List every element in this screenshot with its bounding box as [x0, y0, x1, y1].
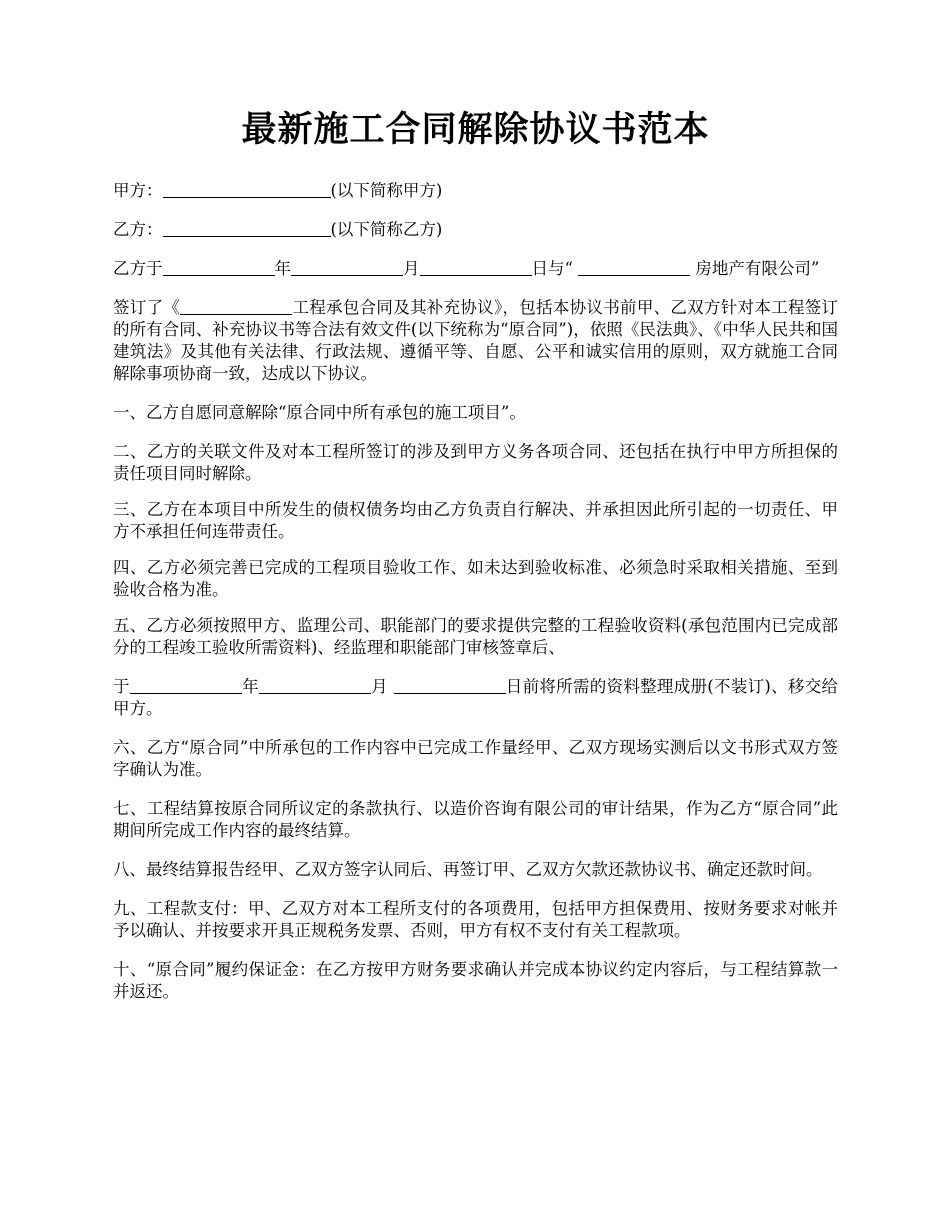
party-b-line [113, 219, 838, 241]
clause-5: 五、乙方必须按照甲方、监理公司、职能部门的要求提供完整的工程验收资料(承包范围内已完成部分的工程竣工验收所需资料)、经监理和职能部门审核签章后、 [113, 616, 838, 657]
intro-prefix: 签订了《 [113, 298, 181, 317]
party-b-label: 乙方： [113, 220, 163, 239]
clause-5-day-blank [394, 677, 506, 694]
company-blank [578, 259, 690, 276]
clause-4: 四、乙方必须完善已完成的工程项目验收工作、如未达到验收标准、必须急时采取相关措施、至到验收合格为准。 [113, 558, 838, 599]
month-blank [291, 259, 403, 276]
clause-5-continuation [113, 676, 838, 720]
date-line-day: 日与“ [531, 259, 579, 278]
date-line [113, 258, 838, 280]
intro-suffix: 工程承包合同及其补充协议》，包括本协议书前甲、乙双方针对本工程签订的所有合同、补充协议书等合法有效文件(以下统称为“原合同”)，依照《民法典》、《中华人民共和国建筑法》及其他有关法律、行政法规、遵循平等、自愿、公平和诚实信用的原则，双方就施工合同解除事项协商一致，达成以下协议。 [113, 298, 839, 383]
clause-7: 七、工程结算按原合同所议定的条款执行、以造价咨询有限公司的审计结果，作为乙方“原合同”此期间所完成工作内容的最终结算。 [113, 799, 838, 840]
project-name-blank [180, 298, 292, 315]
clause-5-year-blank [130, 677, 242, 694]
clause-5-cont-prefix: 于 [113, 677, 130, 696]
party-a-line [113, 180, 838, 202]
intro-paragraph [113, 297, 838, 385]
date-line-suffix: 房地产有限公司” [690, 259, 820, 278]
clause-8: 八、最终结算报告经甲、乙双方签字认同后、再签订甲、乙双方欠款还款协议书、确定还款时间。 [113, 860, 823, 879]
party-a-label: 甲方： [113, 181, 163, 200]
clause-2: 二、乙方的关联文件及对本工程所签订的涉及到甲方义务各项合同、还包括在执行中甲方所担保的责任项目同时解除。 [113, 442, 838, 483]
date-line-month: 月 [403, 259, 420, 278]
clause-5-month-blank [259, 677, 371, 694]
clause-10: 十、“原合同”履约保证金：在乙方按甲方财务要求确认并完成本协议约定内容后，与工程结算款一并返还。 [113, 960, 838, 1001]
date-line-year: 年 [274, 259, 291, 278]
year-blank [163, 259, 275, 276]
clause-5-cont-suffix: 日前将所需的资料整理成册(不装订)、移交给甲方。 [113, 677, 839, 718]
day-blank [420, 259, 532, 276]
party-a-blank [163, 181, 331, 198]
clause-9: 九、工程款支付：甲、乙双方对本工程所支付的各项费用，包括甲方担保费用、按财务要求对帐并予以确认、并按要求开具正规税务发票、否则，甲方有权不支付有关工程款项。 [113, 899, 838, 940]
clause-6: 六、乙方“原合同”中所承包的工作内容中已完成工作量经甲、乙双方现场实测后以文书形式双方签字确认为准。 [113, 738, 838, 779]
party-b-blank [163, 220, 331, 237]
clause-3: 三、乙方在本项目中所发生的债权债务均由乙方负责自行解决、并承担因此所引起的一切责任、甲方不承担任何连带责任。 [113, 500, 838, 541]
party-b-suffix: (以下简称乙方) [330, 220, 443, 239]
clause-5-cont-year: 年 [241, 677, 259, 696]
date-line-prefix: 乙方于 [113, 259, 163, 278]
party-a-suffix: (以下简称甲方) [330, 181, 443, 200]
clause-5-cont-month: 月 [370, 677, 394, 696]
clause-1: 一、乙方自愿同意解除“原合同中所有承包的施工项目”。 [113, 403, 526, 422]
document-title: 最新施工合同解除协议书范本 [241, 109, 710, 150]
